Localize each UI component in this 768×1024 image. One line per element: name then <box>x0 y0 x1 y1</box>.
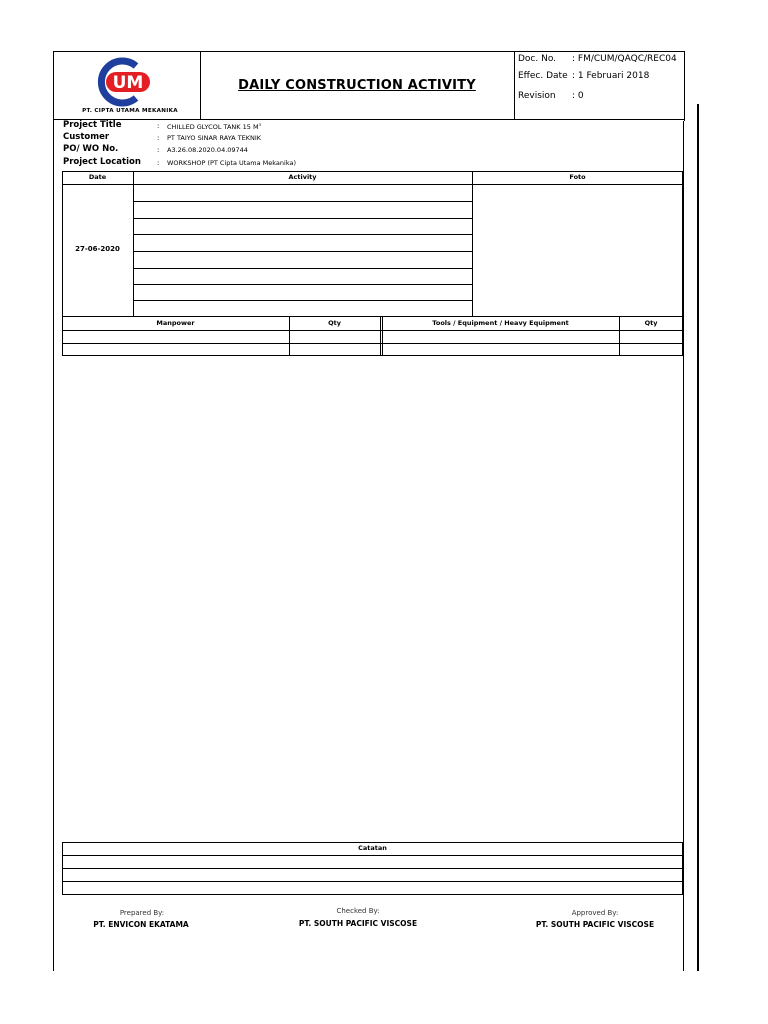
logo-letters: UM <box>112 73 144 93</box>
activity-header-border <box>62 184 683 185</box>
checked-by-label: Checked By: <box>336 907 380 915</box>
manpower-header: Manpower <box>156 319 195 327</box>
approved-by-name: PT. SOUTH PACIFIC VISCOSE <box>535 920 655 929</box>
date-col-divider <box>133 171 134 317</box>
customer-label: Customer <box>63 132 110 142</box>
company-logo <box>92 57 156 107</box>
colon: : <box>157 122 160 130</box>
notes-row-line <box>62 881 683 882</box>
approved-by-label: Approved By: <box>571 909 619 917</box>
qty-header-2: Qty <box>644 319 658 327</box>
effec-date-value: : 1 Februari 2018 <box>572 71 650 81</box>
colon: : <box>157 134 160 142</box>
cum-logo-icon <box>92 57 156 107</box>
revision-value: : 0 <box>572 91 584 101</box>
effec-date-label: Effec. Date <box>518 71 568 81</box>
qty-tools-divider <box>380 317 381 356</box>
activity-row-line <box>133 251 472 252</box>
foto-header: Foto <box>569 173 586 181</box>
superscript: 3 <box>258 122 262 127</box>
date-value: 27-06-2020 <box>75 245 120 253</box>
resource-header-border <box>62 330 683 331</box>
notes-header: Catatan <box>358 844 387 852</box>
resource-row-line <box>62 343 683 344</box>
revision-label: Revision <box>518 91 556 101</box>
activity-row-line <box>133 218 472 219</box>
tools-header: Tools / Equipment / Heavy Equipment <box>432 319 569 327</box>
doc-no-value: : FM/CUM/QAQC/REC04 <box>572 54 677 64</box>
colon: : <box>157 146 160 154</box>
header-bottom-border <box>53 119 685 120</box>
activity-table <box>62 171 683 317</box>
notes-row-line <box>62 855 683 856</box>
date-header: Date <box>88 173 107 181</box>
po-label: PO/ WO No. <box>63 144 119 154</box>
project-title-label: Project Title <box>63 120 122 130</box>
location-label: Project Location <box>63 157 141 167</box>
location-value: WORKSHOP (PT Cipta Utama Mekanika) <box>167 159 297 167</box>
project-title-text: CHILLED GLYCOL TANK 15 M <box>167 123 259 132</box>
notes-row-line <box>62 868 683 869</box>
page-edge-line <box>697 104 699 971</box>
activity-row-line <box>133 234 472 235</box>
activity-header: Activity <box>288 173 317 181</box>
activity-row-line <box>133 284 472 285</box>
frame-right-border <box>683 121 684 971</box>
colon: : <box>157 159 160 167</box>
company-name: PT. CIPTA UTAMA MEKANIKA <box>82 108 178 114</box>
frame-right-border-top <box>684 51 685 121</box>
doc-info-divider <box>514 51 515 119</box>
foto-col-divider <box>472 171 473 317</box>
doc-no-label: Doc. No. <box>518 54 557 64</box>
project-title-value <box>167 122 261 131</box>
activity-row-line <box>133 268 472 269</box>
prepared-by-label: Prepared By: <box>119 909 165 917</box>
page-title: DAILY CONSTRUCTION ACTIVITY <box>238 77 476 93</box>
customer-value: PT TAIYO SINAR RAYA TEKNIK <box>167 134 262 142</box>
po-value: A3.26.08.2020.04.09744 <box>167 146 248 154</box>
activity-row-line <box>133 201 472 202</box>
qty-header: Qty <box>328 319 341 327</box>
activity-row-line <box>133 300 472 301</box>
checked-by-name: PT. SOUTH PACIFIC VISCOSE <box>298 919 418 928</box>
prepared-by-name: PT. ENVICON EKATAMA <box>93 920 189 929</box>
frame-left-border <box>53 51 54 971</box>
